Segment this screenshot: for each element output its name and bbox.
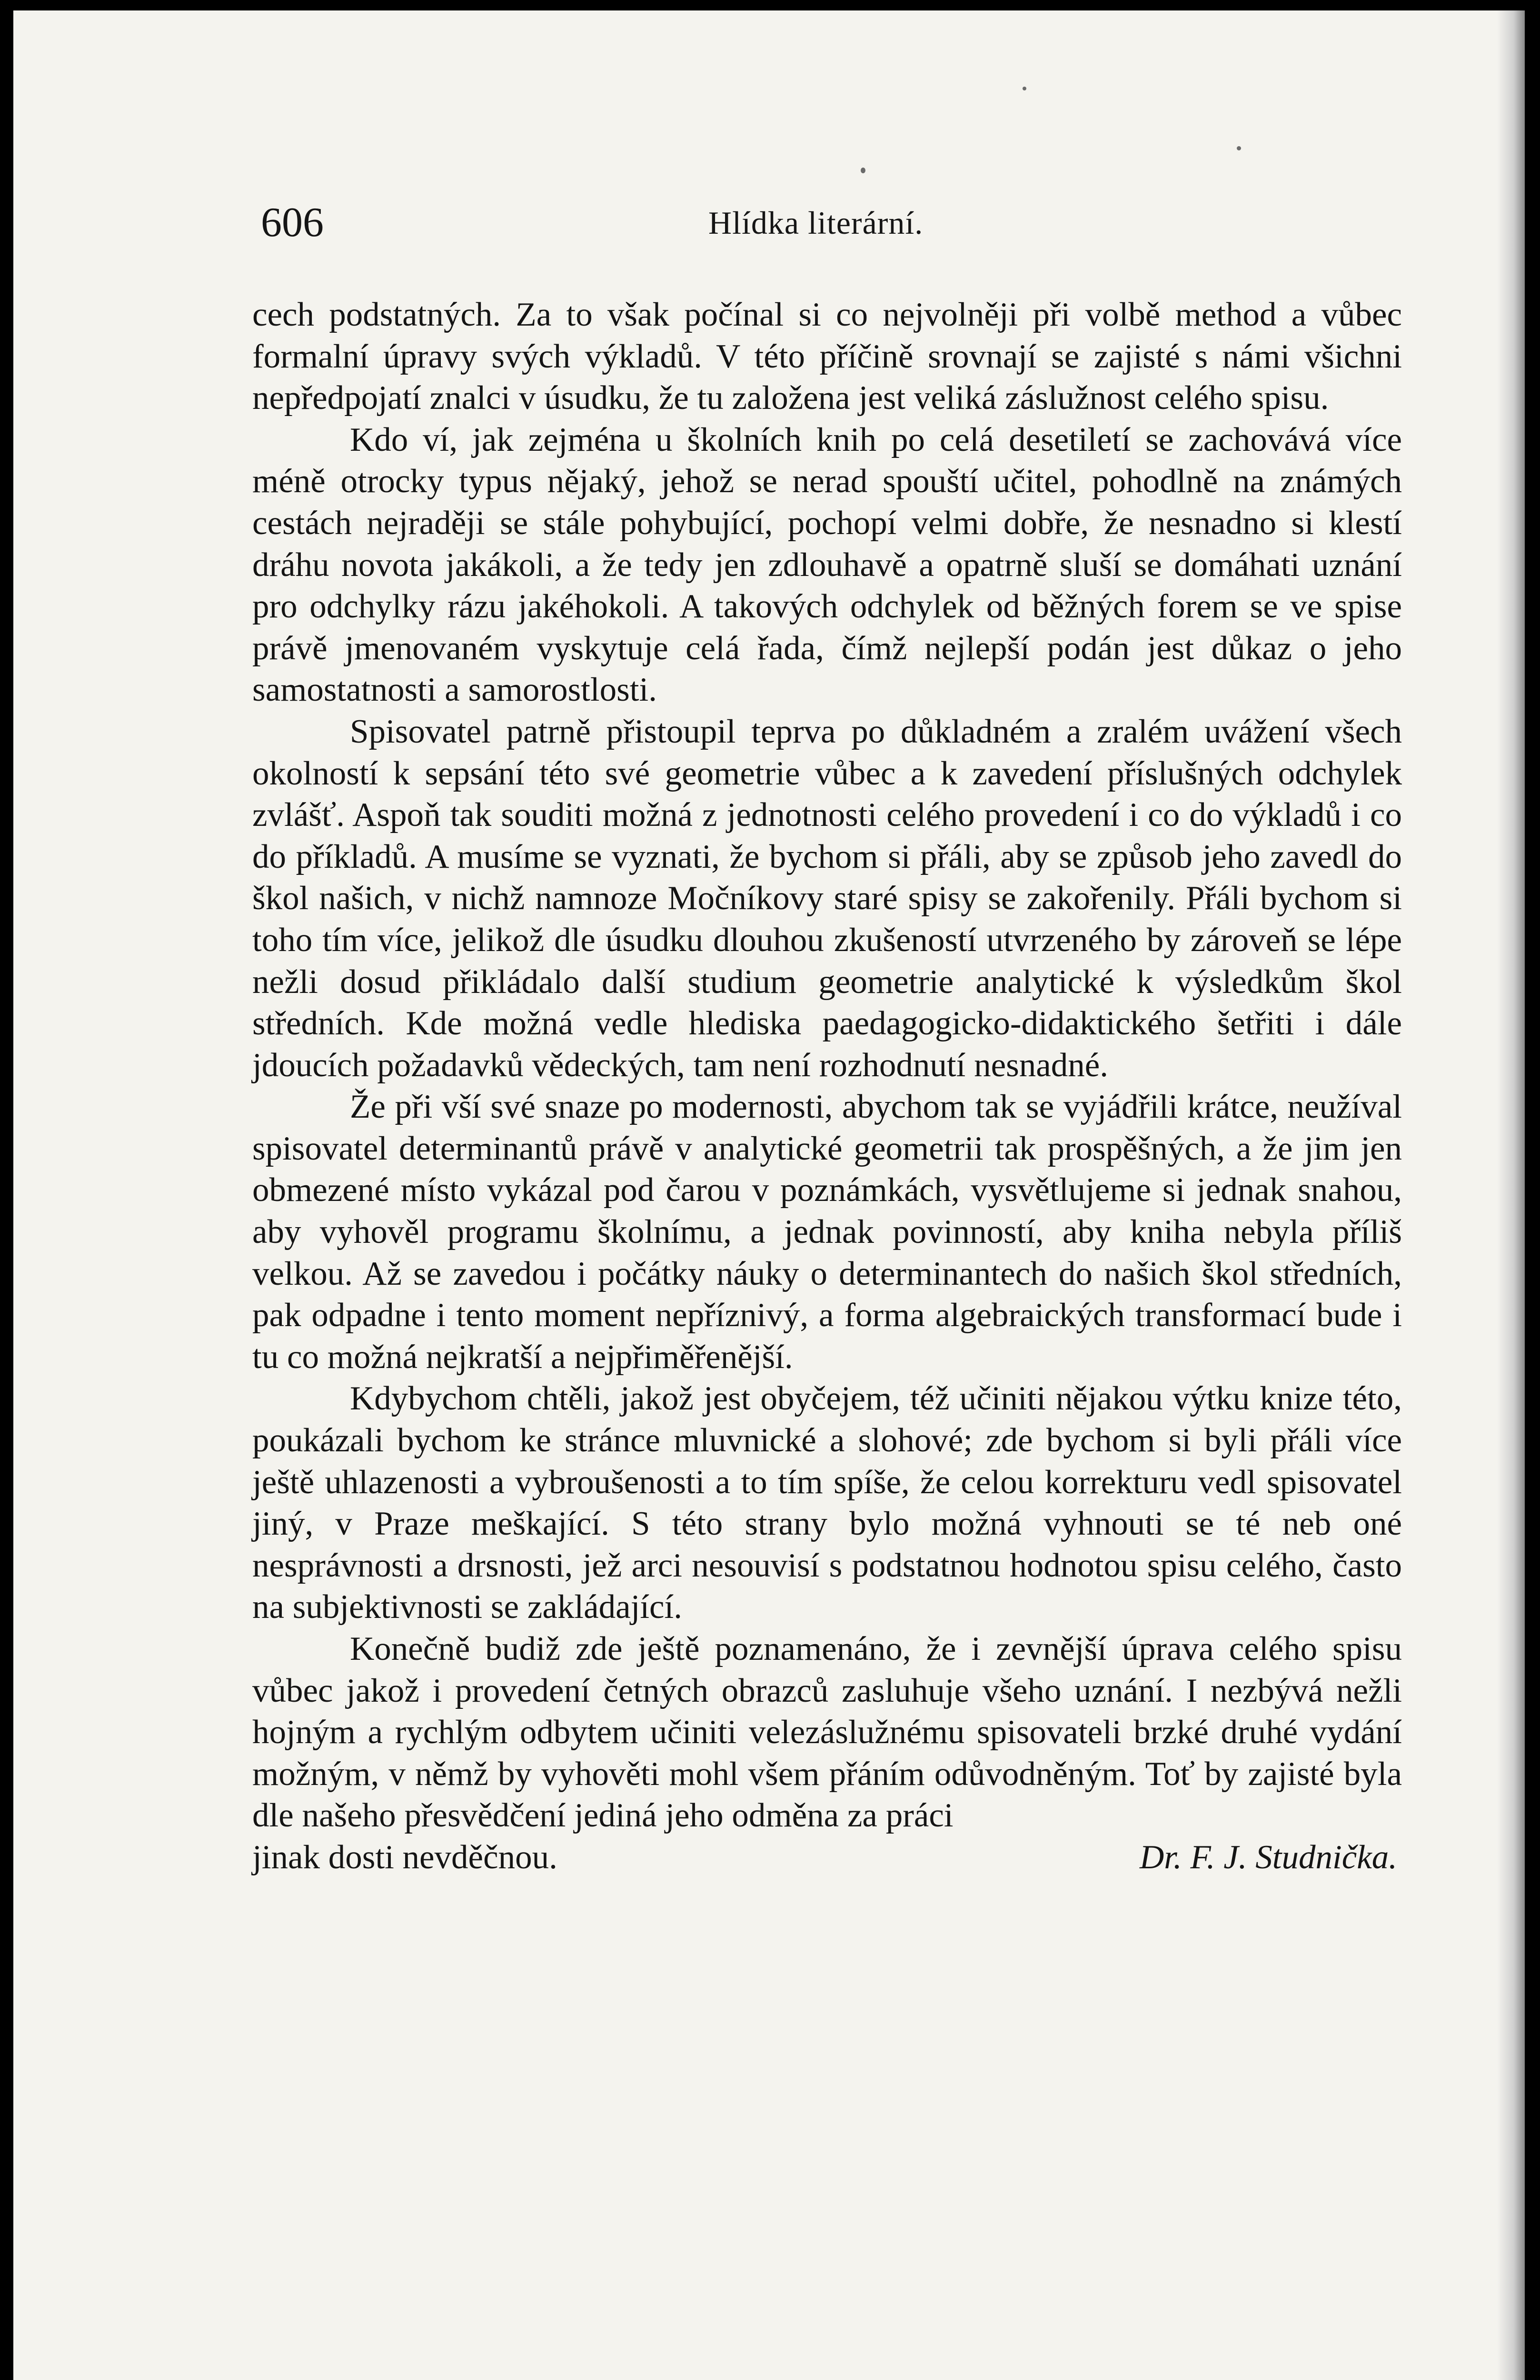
page-header	[261, 198, 975, 256]
page-number: 606	[261, 199, 324, 246]
page-edge-shadow	[1497, 10, 1525, 2380]
paragraph: Že při vší své snaze po modernosti, abychom tak se vyjádřili krátce, neužíval spisovatel determinantů právě v analytické geometrii tak prospěšných, a že jim jen obmezené místo vykázal pod čarou v poznámkách, vysvětlujeme si jednak snahou, aby vyhověl programu školnímu, a jednak povinností, aby kniha nebyla příliš velkou. Až se zavedou i počátky náuky o determinantech do našich škol středních, pak odpadne i tento moment nepříznivý, a forma algebraických transformací bude i tu co možná nejkratší a nejpřiměřenější.	[252, 1088, 1402, 1376]
scan-speck	[1237, 146, 1241, 150]
author-signature: Dr. F. J. Studnička.	[1140, 1838, 1397, 1876]
scan-speck	[861, 168, 865, 173]
paragraph: cech podstatných. Za to však počínal si co nejvolněji při volbě method a vůbec formalní úpravy svých výkladů. V této příčině srovnají se zajisté s námi všichni nepředpojatí znalci v úsudku, že tu založena jest veliká záslužnost celého spisu.	[252, 296, 1402, 417]
scan-speck	[1023, 87, 1026, 90]
paragraph: Kdybychom chtěli, jakož jest obyčejem, též učiniti nějakou výtku knize této, poukázali bychom ke stránce mluvnické a slohové; zde bychom si byli přáli více ještě uhlazenosti a vybroušenosti a to tím spíše, že celou korrekturu vedl spisovatel jiný, v Praze meškající. S této strany bylo možná vyhnouti se té neb oné nesprávnosti a drsnosti, jež arci nesouvisí s podstatnou hodnotou spisu celého, často na subjektivnosti se zakládající.	[252, 1380, 1402, 1626]
closing-line	[252, 1837, 1402, 1879]
scanned-page	[13, 10, 1525, 2380]
paragraph: Kdo ví, jak zejména u školních knih po celá desetiletí se zachovává více méně otrocky typus nějaký, jehož se nerad spouští učitel, pohodlně na známých cestách nejraději se stále pohybující, pochopí velmi dobře, že nesnadno si klestí dráhu novota jakákoli, a že tedy jen zdlouhavě a opatrně sluší se domáhati uznání pro odchylky rázu jakéhokoli. A takových odchylek od běžných forem se ve spise právě jmenovaném vyskytuje celá řada, čímž nejlepší podán jest důkaz o jeho samostatnosti a samorostlosti.	[252, 421, 1402, 709]
running-title: Hlídka literární.	[708, 205, 924, 241]
article-body	[252, 294, 1402, 1879]
paragraph: Konečně budiž zde ještě poznamenáno, že i zevnější úprava celého spisu vůbec jakož i provedení četných obrazců zasluhuje všeho uznání. I nezbývá nežli hojným a rychlým odbytem učiniti velezáslužnému spisovateli brzké druhé vydání možným, v němž by vyhověti mohl všem přáním odůvodněným. Toť by zajisté byla dle našeho přesvědčení jediná jeho odměna za práci	[252, 1630, 1402, 1835]
closing-text: jinak dosti nevděčnou.	[252, 1838, 557, 1876]
paragraph: Spisovatel patrně přistoupil teprva po důkladném a zralém uvážení všech okolností k sepsání této své geometrie vůbec a k zavedení příslušných odchylek zvlášť. Aspoň tak souditi možná z jednotnosti celého provedení i co do výkladů i co do příkladů. A musíme se vyznati, že bychom si přáli, aby se způsob jeho zavedl do škol našich, v nichž namnoze Močníkovy staré spisy se zakořenily. Přáli bychom si toho tím více, jelikož dle úsudku dlouhou zkušeností utvrzeného by zároveň se lépe nežli dosud přikládalo další studium geometrie analytické k výsledkům škol středních. Kde možná vedle hlediska paedagogicko-didaktického šetřiti i dále jdoucích požadavků vědeckých, tam není rozhodnutí nesnadné.	[252, 713, 1402, 1084]
